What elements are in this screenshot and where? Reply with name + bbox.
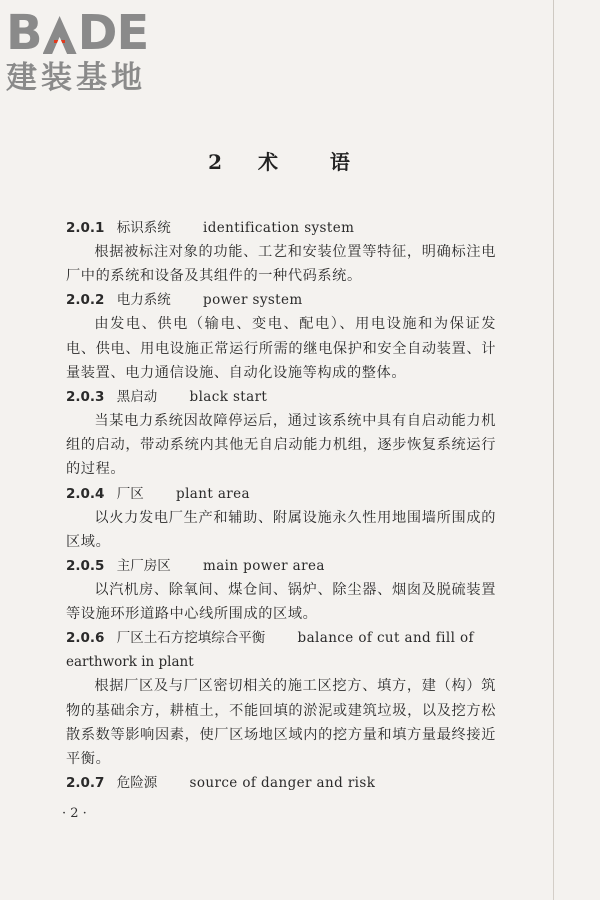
term-english: identification system: [203, 220, 355, 236]
term-chinese: 厂区土石方挖填综合平衡: [116, 630, 266, 647]
term-definition: 根据厂区及与厂区密切相关的施工区挖方、填方，建（构）筑物的基础余方，耕植土，不能回填的淤泥或建筑垃圾，以及挖方松散系数等影响因素，使厂区场地区域内的挖方量和填方量最终接近平衡。: [66, 678, 496, 768]
term-english: balance of cut and fill of: [297, 630, 474, 647]
term-definition: 以汽机房、除氧间、煤仓间、锅炉、除尘器、烟囱及脱硫装置等设施环形道路中心线所围成的区域。: [66, 582, 496, 623]
chapter-title-right: 语: [329, 150, 352, 174]
term-heading: [66, 554, 496, 578]
term-english: power system: [203, 292, 303, 309]
term-chinese: 主厂房区: [116, 558, 171, 575]
term-heading: [66, 216, 496, 240]
term-english: main power area: [203, 558, 325, 575]
term-number: 2.0.6: [66, 630, 105, 647]
term-definition: 当某电力系统因故障停运后，通过该系统中具有自启动能力机组的启动，带动系统内其他无自启动能力机组，逐步恢复系统运行的过程。: [66, 413, 496, 478]
term-number: 2.0.5: [66, 558, 105, 575]
term-heading: [66, 626, 496, 674]
term-definition: 由发电、供电（输电、变电、配电）、用电设施和为保证发电、供电、用电设施正常运行所需的继电保护和安全自动装置、计量装置、电力通信设施、自动化设施等构成的整体。: [66, 316, 496, 381]
term-number: 2.0.2: [66, 292, 105, 309]
term-english: source of danger and risk: [189, 775, 376, 792]
term-heading: [66, 288, 496, 312]
logo: [6, 5, 176, 96]
terms-list: [66, 216, 496, 795]
term-chinese: 电力系统: [116, 292, 171, 309]
term-chinese: 厂区: [116, 485, 144, 502]
term-number: 2.0.3: [66, 389, 105, 406]
chapter-number: 2: [208, 150, 225, 174]
term-number: 2.0.1: [66, 220, 105, 236]
logo-subtitle: 建装基地: [6, 60, 146, 96]
logo-wordmark: B DE: [6, 5, 149, 61]
term-english-cont: earthwork in plant: [66, 654, 194, 671]
term-definition: 以火力发电厂生产和辅助、附属设施永久性用地围墙所围成的区域。: [66, 509, 496, 550]
term-chinese: 黑启动: [116, 389, 158, 406]
chapter-title-left: 术: [257, 150, 280, 174]
term-number: 2.0.4: [66, 485, 105, 502]
page-edge-shadow: [553, 0, 554, 900]
term-chinese: 危险源: [116, 775, 158, 792]
chapter-title: [0, 146, 560, 175]
term-heading: [66, 482, 496, 506]
term-heading: [66, 771, 496, 795]
page-number: · 2 ·: [62, 806, 87, 821]
term-english: black start: [189, 389, 268, 406]
term-number: 2.0.7: [66, 775, 105, 792]
term-definition: 根据被标注对象的功能、工艺和安装位置等特征，明确标注电厂中的系统和设备及其组件的一种代码系统。: [66, 244, 496, 285]
term-chinese: 标识系统: [116, 220, 171, 236]
term-english: plant area: [176, 485, 250, 502]
term-heading: [66, 385, 496, 409]
